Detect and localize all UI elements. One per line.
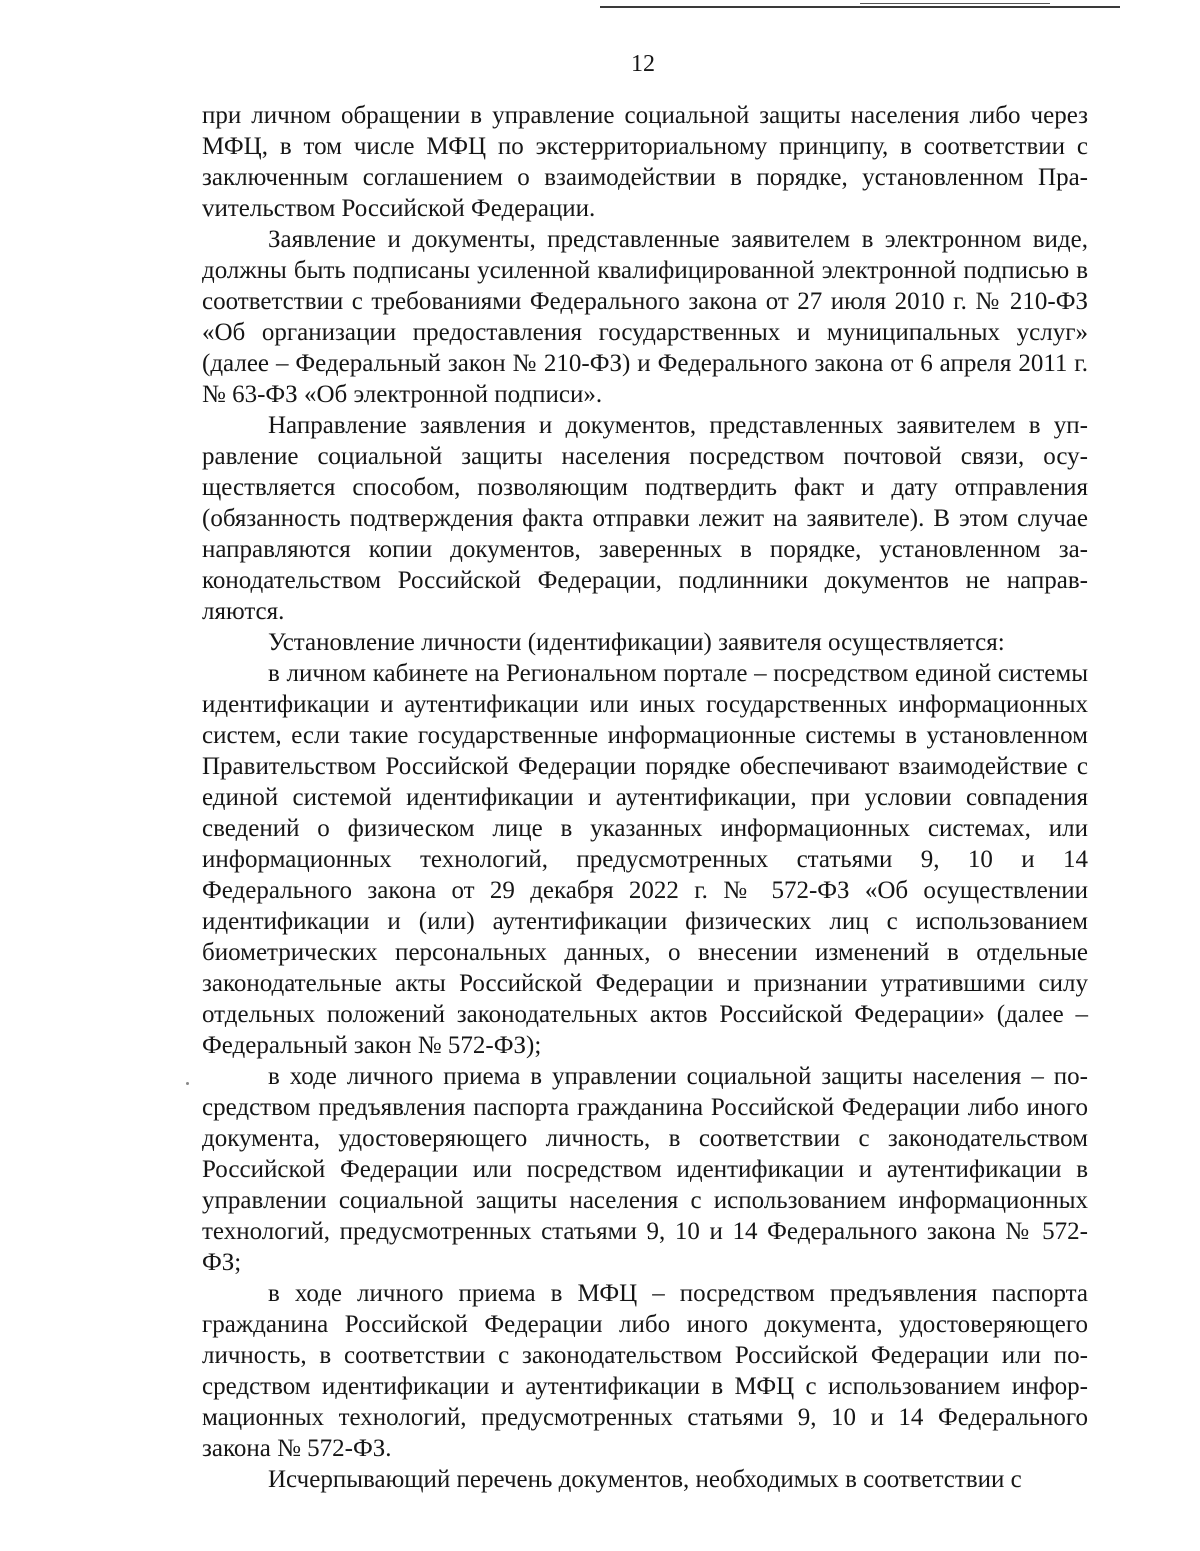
paragraph-identification-portal: в личном кабинете на Региональном портале – посредством единой системы идентификации и аутентификации или иных государственных информационных систем, если такие государственные информационные системы в установленном Правительством Российской Федерации порядке обеспечивают взаимодействие с единой системой идентификации и аутентификации, при условии совпадения сведений о физическом лице в указанных информационных системах, или информационных технологий, предусмотренных статьями 9, 10 и 14 Федерального закона от 29 декабря 2022 г. № 572-ФЗ «Об осуществлении идентификации и (или) аутентификации физических лиц с использованием биометрических персональных данных, о внесении изменений в отдельные законодательные акты Российской Федерации и признании утратившими силу отдельных положений законодательных актов Российской Федерации» (далее – Федеральный закон № 572-ФЗ); — [202, 660, 1088, 1059]
paragraph-electronic-signature: Заявление и документы, представленные заявителем в электронном виде, должны быть подписаны усиленной квалифицированной электронной подписью в соответствии с требованиями Федерального закона от 27 июля 2010 г. № 210-ФЗ «Об организации предоставления государственных и муниципальных услуг» (далее – Федеральный закон № 210-ФЗ) и Федерального закона от 6 апреля 2011 г. № 63-ФЗ «Об электронной подписи». — [202, 226, 1088, 408]
page-number: 12 — [631, 51, 655, 77]
document-body — [202, 100, 1088, 1495]
paragraph-identification-intro: Установление личности (идентификации) заявителя осуществляется: — [268, 629, 1005, 656]
top-edge-rule-secondary — [860, 3, 1050, 4]
paragraph-postal-submission: Направление заявления и документов, представленных заявителем в управление социальной защиты населения посредством почтовой связи, осуществляется способом, позволяющим подтвердить факт и дату отправления (обязанность подтверждения факта отправки лежит на заявителе). В этом случае направляются копии документов, заверенных в порядке, установленном законодательством Российской Федерации, подлинники документов не направляются. — [202, 412, 1088, 625]
paragraph-identification-social-office: в ходе личного приема в управлении социальной защиты населения – посредством предъявления паспорта гражданина Российской Федерации либо иного документа, удостоверяющего личность, в соответствии с законодательством Российской Федерации или посредством идентификации и аутентификации в управлении социальной защиты населения с использованием информационных технологий, предусмотренных статьями 9, 10 и 14 Федерального закона № 572-ФЗ; — [202, 1063, 1088, 1276]
paragraph-documents-list-start: Исчерпывающий перечень документов, необходимых в соответствии с — [268, 1466, 1022, 1493]
top-edge-rule — [600, 6, 1120, 8]
scan-speck — [186, 1082, 189, 1085]
paragraph-identification-mfc: в ходе личного приема в МФЦ – посредством предъявления паспорта гражданина Российской Федерации либо иного документа, удостоверяющего личность, в соответствии с законодательством Российской Федерации или посредством идентификации и аутентификации в МФЦ с использованием информационных технологий, предусмотренных статьями 9, 10 и 14 Федерального закона № 572-ФЗ. — [202, 1280, 1088, 1462]
paragraph-submission-in-person: при личном обращении в управление социальной защиты населения либо через МФЦ, в том числе МФЦ по экстерриториальному принципу, в соответствии с заключенным соглашением о взаимодействии в порядке, установленном Праvительством Российской Федерации. — [202, 102, 1088, 222]
